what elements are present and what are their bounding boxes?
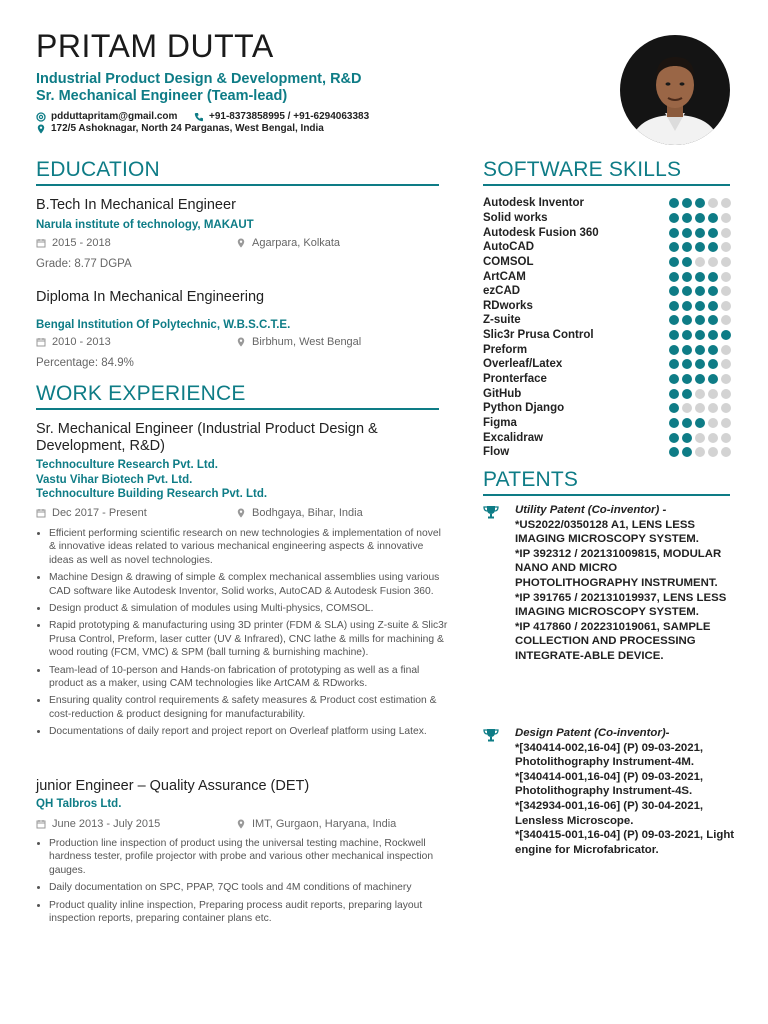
job-location bbox=[236, 507, 363, 519]
rating-dot-empty bbox=[721, 272, 731, 282]
work-experience-rule bbox=[36, 408, 439, 410]
rating-dot-filled bbox=[682, 389, 692, 399]
rating-dot-filled bbox=[669, 418, 679, 428]
skill-rating bbox=[669, 403, 731, 413]
responsibility-item: • Production line inspection of product using the universal testing machine, Rockwell hardness tester, profile projector with probe and various other mechanical inspection gauges. bbox=[49, 837, 449, 877]
job-responsibilities bbox=[36, 527, 449, 743]
rating-dot-empty bbox=[708, 403, 718, 413]
patent-line: *IP 391765 / 202131019937, LENS LESS IMAGING MICROSCOPY SYSTEM. bbox=[515, 591, 727, 619]
patent-text bbox=[515, 503, 737, 664]
patent-line: *IP 417860 / 202231019061, SAMPLE COLLECTION AND PROCESSING INTEGRATE-ABLE DEVICE. bbox=[515, 620, 711, 662]
responsibility-item: • Efficient performing scientific research on new technologies & implementation of novel & innovative ideas related to various mechanical engineering aspects & innovative ideas as well as novel technologies. bbox=[49, 527, 449, 567]
rating-dot-filled bbox=[682, 418, 692, 428]
job-dates bbox=[36, 818, 160, 830]
skill-rating bbox=[669, 315, 731, 325]
skill-rating bbox=[669, 374, 731, 384]
skill-name: ArtCAM bbox=[483, 270, 526, 283]
skill-name: Preform bbox=[483, 343, 528, 356]
skill-rating bbox=[669, 433, 731, 443]
rating-dot-filled bbox=[708, 345, 718, 355]
skill-row bbox=[483, 225, 733, 240]
rating-dot-empty bbox=[721, 286, 731, 296]
at-icon bbox=[36, 112, 46, 122]
rating-dot-empty bbox=[721, 301, 731, 311]
location-pin-icon bbox=[36, 124, 46, 134]
calendar-icon bbox=[36, 337, 46, 347]
rating-dot-filled bbox=[695, 330, 705, 340]
skill-rating bbox=[669, 257, 731, 267]
rating-dot-empty bbox=[708, 257, 718, 267]
software-skills-rule bbox=[483, 184, 730, 186]
rating-dot-filled bbox=[682, 242, 692, 252]
responsibility-item: • Design product & simulation of modules using Multi-physics, COMSOL. bbox=[49, 602, 449, 615]
patents-heading: PATENTS bbox=[483, 468, 579, 491]
skill-rating bbox=[669, 213, 731, 223]
rating-dot-filled bbox=[669, 403, 679, 413]
software-skills-heading: SOFTWARE SKILLS bbox=[483, 158, 682, 181]
rating-dot-filled bbox=[682, 213, 692, 223]
rating-dot-filled bbox=[669, 315, 679, 325]
rating-dot-filled bbox=[669, 345, 679, 355]
skill-row bbox=[483, 372, 733, 387]
skill-rating bbox=[669, 286, 731, 296]
rating-dot-empty bbox=[721, 433, 731, 443]
rating-dot-filled bbox=[682, 272, 692, 282]
education-location bbox=[236, 336, 361, 348]
skill-rating bbox=[669, 330, 731, 340]
skill-name: AutoCAD bbox=[483, 241, 535, 254]
email-text: pdduttapritam@gmail.com bbox=[51, 111, 178, 122]
skill-name: Autodesk Fusion 360 bbox=[483, 226, 599, 239]
location-pin-icon bbox=[236, 508, 246, 518]
rating-dot-filled bbox=[695, 242, 705, 252]
rating-dot-empty bbox=[721, 374, 731, 384]
skill-rating bbox=[669, 272, 731, 282]
rating-dot-filled bbox=[669, 198, 679, 208]
rating-dot-empty bbox=[721, 228, 731, 238]
rating-dot-filled bbox=[669, 272, 679, 282]
candidate-name: PRITAM DUTTA bbox=[36, 28, 274, 64]
skill-row bbox=[483, 445, 733, 460]
skill-row bbox=[483, 211, 733, 226]
trophy-icon bbox=[483, 505, 499, 519]
rating-dot-filled bbox=[695, 286, 705, 296]
skill-name: Excalidraw bbox=[483, 431, 544, 444]
job-role: junior Engineer – Quality Assurance (DET) bbox=[36, 778, 310, 794]
phone-icon bbox=[194, 112, 204, 122]
education-location-text: Birbhum, West Bengal bbox=[252, 336, 362, 348]
education-degree: Diploma In Mechanical Engineering bbox=[36, 289, 265, 305]
rating-dot-filled bbox=[695, 359, 705, 369]
rating-dot-empty bbox=[721, 359, 731, 369]
location-pin-icon bbox=[236, 238, 246, 248]
address-text: 172/5 Ashoknagar, North 24 Parganas, West Bengal, India bbox=[51, 123, 324, 134]
rating-dot-filled bbox=[682, 286, 692, 296]
skill-row bbox=[483, 342, 733, 357]
skill-row bbox=[483, 196, 733, 211]
skill-row bbox=[483, 357, 733, 372]
rating-dot-empty bbox=[721, 345, 731, 355]
skill-rating bbox=[669, 389, 731, 399]
rating-dot-filled bbox=[695, 272, 705, 282]
rating-dot-filled bbox=[669, 330, 679, 340]
responsibility-item: • Team-lead of 10-person and Hands-on fabrication of prototyping as well as a final product as a maker, using CAM technologies like ArtCAM & RDworks. bbox=[49, 664, 449, 691]
rating-dot-filled bbox=[682, 330, 692, 340]
skill-rating bbox=[669, 418, 731, 428]
rating-dot-empty bbox=[708, 198, 718, 208]
rating-dot-empty bbox=[721, 403, 731, 413]
rating-dot-filled bbox=[708, 228, 718, 238]
rating-dot-filled bbox=[708, 301, 718, 311]
skill-row bbox=[483, 269, 733, 284]
rating-dot-empty bbox=[721, 447, 731, 457]
skill-name: Overleaf/Latex bbox=[483, 358, 563, 371]
rating-dot-filled bbox=[708, 315, 718, 325]
rating-dot-filled bbox=[721, 330, 731, 340]
skill-row bbox=[483, 416, 733, 431]
skill-row bbox=[483, 284, 733, 299]
rating-dot-empty bbox=[695, 447, 705, 457]
responsibility-item: • Machine Design & drawing of simple & complex mechanical assemblies using various CAD software like Autodesk Inventor, Solid works, AutoCAD & Autodesk Fusion 360. bbox=[49, 571, 449, 598]
rating-dot-filled bbox=[695, 213, 705, 223]
skill-name: Z-suite bbox=[483, 314, 521, 327]
skill-rating bbox=[669, 359, 731, 369]
rating-dot-filled bbox=[708, 242, 718, 252]
rating-dot-filled bbox=[682, 345, 692, 355]
responsibility-item: • Ensuring quality control requirements & safety measures & Product cost estimation & cost-reduction & product designing for manufacturability. bbox=[49, 694, 449, 721]
skill-row bbox=[483, 298, 733, 313]
education-school: Narula institute of technology, MAKAUT bbox=[36, 219, 254, 231]
skill-row bbox=[483, 401, 733, 416]
calendar-icon bbox=[36, 238, 46, 248]
patent-line: *US2022/0350128 A1, LENS LESS IMAGING MICROSCOPY SYSTEM. bbox=[515, 518, 699, 546]
education-dates-text: 2015 - 2018 bbox=[52, 237, 111, 249]
rating-dot-filled bbox=[708, 374, 718, 384]
rating-dot-filled bbox=[682, 374, 692, 384]
rating-dot-filled bbox=[682, 433, 692, 443]
patent-line: *[340414-002,16-04] (P) 09-03-2021, Photolithography Instrument-4M. bbox=[515, 741, 704, 769]
patents-rule bbox=[483, 494, 730, 496]
calendar-icon bbox=[36, 819, 46, 829]
skill-row bbox=[483, 328, 733, 343]
rating-dot-filled bbox=[708, 330, 718, 340]
education-rule bbox=[36, 184, 439, 186]
rating-dot-filled bbox=[669, 301, 679, 311]
rating-dot-filled bbox=[708, 213, 718, 223]
skill-name: Pronterface bbox=[483, 373, 547, 385]
rating-dot-filled bbox=[682, 315, 692, 325]
skill-name: Flow bbox=[483, 446, 510, 459]
rating-dot-filled bbox=[695, 345, 705, 355]
rating-dot-filled bbox=[708, 359, 718, 369]
job-responsibilities bbox=[36, 837, 449, 929]
rating-dot-empty bbox=[695, 433, 705, 443]
skill-rating bbox=[669, 228, 731, 238]
education-dates bbox=[36, 237, 111, 249]
rating-dot-empty bbox=[708, 389, 718, 399]
patent-text bbox=[515, 726, 737, 857]
rating-dot-filled bbox=[682, 301, 692, 311]
calendar-icon bbox=[36, 508, 46, 518]
skill-name: COMSOL bbox=[483, 255, 534, 268]
rating-dot-empty bbox=[682, 403, 692, 413]
job-role: Sr. Mechanical Engineer (Industrial Product Design & Development, R&D) bbox=[36, 421, 378, 454]
phone-contact[interactable] bbox=[194, 111, 369, 122]
education-dates-text: 2010 - 2013 bbox=[52, 336, 111, 348]
job-location bbox=[236, 818, 396, 830]
rating-dot-filled bbox=[708, 272, 718, 282]
rating-dot-filled bbox=[669, 257, 679, 267]
rating-dot-filled bbox=[669, 242, 679, 252]
rating-dot-empty bbox=[721, 418, 731, 428]
rating-dot-empty bbox=[708, 418, 718, 428]
education-heading: EDUCATION bbox=[36, 158, 160, 181]
job-dates bbox=[36, 507, 147, 519]
education-grade: Percentage: 84.9% bbox=[36, 357, 134, 369]
rating-dot-filled bbox=[695, 315, 705, 325]
location-pin-icon bbox=[236, 819, 246, 829]
phone-text: +91-8373858995 / +91-6294063383 bbox=[209, 111, 370, 122]
trophy-icon bbox=[483, 728, 499, 742]
skill-row bbox=[483, 313, 733, 328]
skill-name: GitHub bbox=[483, 387, 522, 400]
job-dates-text: Dec 2017 - Present bbox=[52, 507, 147, 519]
responsibility-item: • Documentations of daily report and project report on Overleaf platform using Latex. bbox=[49, 725, 449, 738]
skill-row bbox=[483, 386, 733, 401]
education-location bbox=[236, 237, 340, 249]
rating-dot-filled bbox=[669, 213, 679, 223]
rating-dot-filled bbox=[695, 374, 705, 384]
rating-dot-filled bbox=[695, 198, 705, 208]
rating-dot-filled bbox=[669, 359, 679, 369]
rating-dot-empty bbox=[695, 403, 705, 413]
skill-rating bbox=[669, 447, 731, 457]
rating-dot-filled bbox=[669, 389, 679, 399]
skill-name: Figma bbox=[483, 416, 517, 429]
rating-dot-empty bbox=[721, 315, 731, 325]
profile-photo bbox=[620, 35, 730, 145]
rating-dot-filled bbox=[695, 301, 705, 311]
rating-dot-filled bbox=[682, 447, 692, 457]
work-experience-heading: WORK EXPERIENCE bbox=[36, 382, 246, 405]
skill-row bbox=[483, 255, 733, 270]
patent-type: Design Patent (Co-inventor)- bbox=[515, 727, 670, 739]
rating-dot-filled bbox=[669, 374, 679, 384]
skill-row bbox=[483, 430, 733, 445]
headline-role: Sr. Mechanical Engineer (Team-lead) bbox=[36, 88, 288, 104]
patent-line: *[342934-001,16-06] (P) 30-04-2021, Lensless Microscope. bbox=[515, 799, 704, 827]
job-location-text: Bodhgaya, Bihar, India bbox=[252, 507, 363, 519]
job-company: Technoculture Building Research Pvt. Ltd. bbox=[36, 488, 268, 500]
education-school: Bengal Institution Of Polytechnic, W.B.S.C.T.E. bbox=[36, 319, 291, 331]
responsibility-item: • Daily documentation on SPC, PPAP, 7QC tools and 4M conditions of machinery bbox=[49, 881, 449, 894]
skill-name: ezCAD bbox=[483, 285, 521, 298]
rating-dot-filled bbox=[669, 286, 679, 296]
rating-dot-filled bbox=[682, 359, 692, 369]
rating-dot-empty bbox=[721, 257, 731, 267]
job-company: Vastu Vihar Biotech Pvt. Ltd. bbox=[36, 473, 193, 486]
rating-dot-filled bbox=[669, 228, 679, 238]
skill-name: RDworks bbox=[483, 299, 533, 312]
skill-rating bbox=[669, 301, 731, 311]
skill-rating bbox=[669, 345, 731, 355]
rating-dot-empty bbox=[695, 257, 705, 267]
job-company: Technoculture Research Pvt. Ltd. bbox=[36, 459, 218, 471]
skill-rating bbox=[669, 198, 731, 208]
patent-line: *IP 392312 / 202131009815, MODULAR NANO AND MICRO PHOTOLITHOGRAPHY INSTRUMENT. bbox=[515, 547, 722, 589]
education-location-text: Agarpara, Kolkata bbox=[252, 237, 341, 249]
rating-dot-filled bbox=[669, 447, 679, 457]
job-dates-text: June 2013 - July 2015 bbox=[52, 818, 161, 830]
skill-name: Solid works bbox=[483, 211, 548, 224]
rating-dot-filled bbox=[695, 228, 705, 238]
skill-name: Python Django bbox=[483, 402, 565, 415]
patent-line: *[340414-001,16-04] (P) 09-03-2021, Photolithography Instrument-4S. bbox=[515, 770, 704, 798]
rating-dot-filled bbox=[682, 228, 692, 238]
job-company: QH Talbros Ltd. bbox=[36, 798, 122, 810]
skill-row bbox=[483, 240, 733, 255]
location-pin-icon bbox=[236, 337, 246, 347]
skill-name: Autodesk Inventor bbox=[483, 197, 584, 210]
education-grade: Grade: 8.77 DGPA bbox=[36, 258, 132, 270]
email-contact[interactable] bbox=[36, 111, 177, 122]
rating-dot-empty bbox=[708, 447, 718, 457]
education-dates bbox=[36, 336, 111, 348]
headline-specialty: Industrial Product Design & Development, R&D bbox=[36, 71, 362, 87]
rating-dot-empty bbox=[721, 389, 731, 399]
rating-dot-filled bbox=[695, 418, 705, 428]
skill-name: Slic3r Prusa Control bbox=[483, 329, 594, 342]
rating-dot-empty bbox=[695, 389, 705, 399]
job-location-text: IMT, Gurgaon, Haryana, India bbox=[252, 818, 397, 830]
rating-dot-empty bbox=[721, 198, 731, 208]
rating-dot-filled bbox=[682, 198, 692, 208]
rating-dot-empty bbox=[721, 213, 731, 223]
rating-dot-filled bbox=[708, 286, 718, 296]
rating-dot-filled bbox=[682, 257, 692, 267]
skill-rating bbox=[669, 242, 731, 252]
responsibility-item: • Rapid prototyping & manufacturing using 3D printer (FDM & SLA) using Z-suite & Slic3r Prusa Control, Preform, laser cutter (UV & Infrared), CNC lathe & mills for machining & wood routing (FCM, VMC) & SPM (ball turning & burnishing machine). bbox=[49, 619, 449, 659]
skills-list bbox=[483, 196, 733, 460]
patent-line: *[340415-001,16-04] (P) 09-03-2021, Light engine for Microfabricator. bbox=[515, 829, 735, 856]
rating-dot-empty bbox=[721, 242, 731, 252]
education-degree: B.Tech In Mechanical Engineer bbox=[36, 197, 236, 213]
rating-dot-empty bbox=[708, 433, 718, 443]
address-contact bbox=[36, 123, 324, 134]
rating-dot-filled bbox=[669, 433, 679, 443]
patent-type: Utility Patent (Co-inventor) - bbox=[515, 504, 667, 516]
responsibility-item: • Product quality inline inspection, Preparing process audit reports, preparing layout inspection reports, preparing container plans etc. bbox=[49, 899, 449, 926]
